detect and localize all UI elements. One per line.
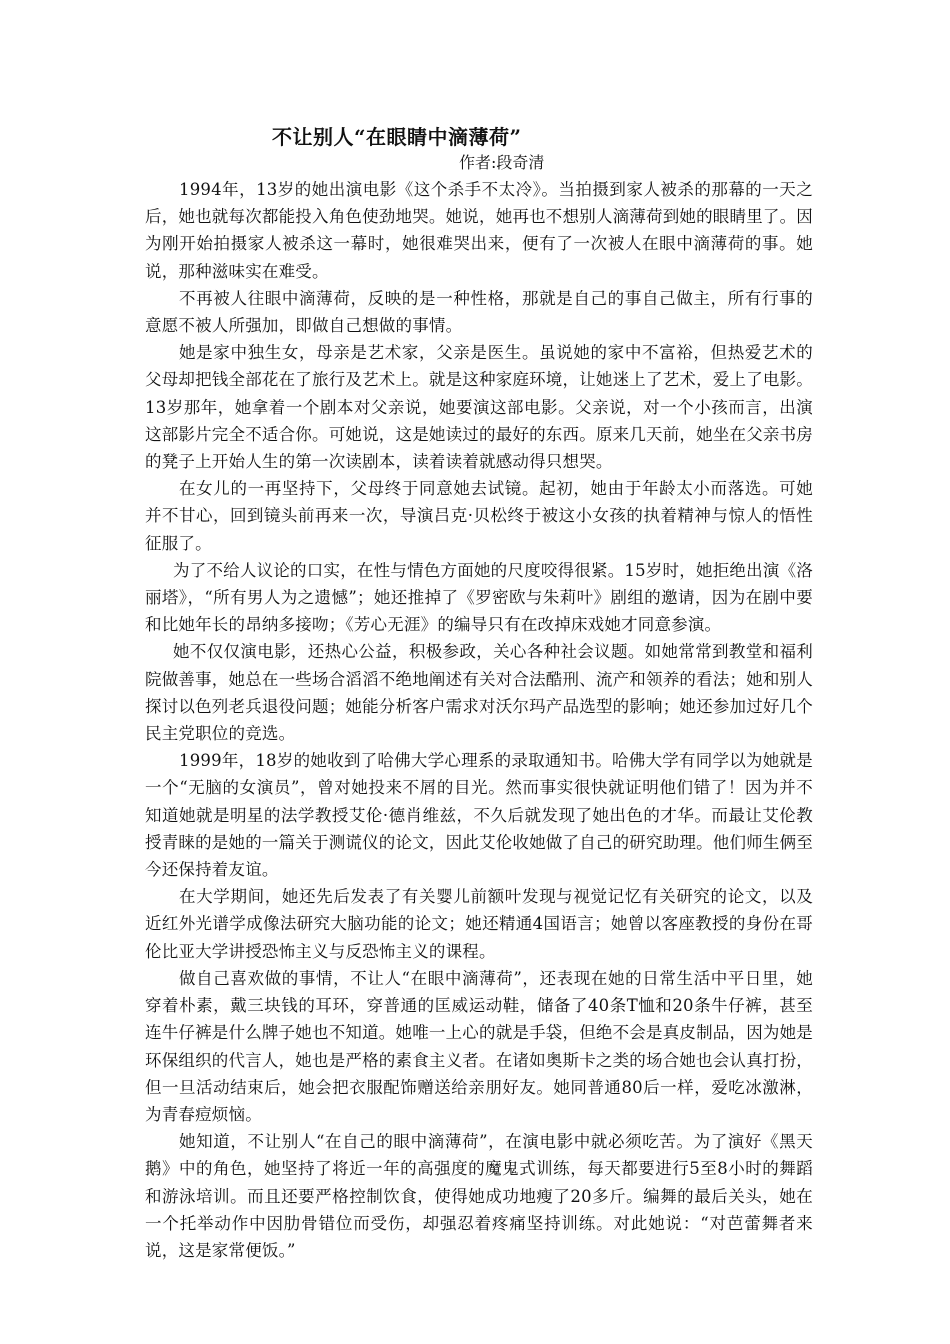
paragraph-3: 她是家中独生女，母亲是艺术家，父亲是医生。虽说她的家中不富裕，但热爱艺术的父母却把钱全部花在了旅行及艺术上。就是这种家庭环境，让她迷上了艺术，爱上了电影。13岁那年，她拿着一个剧本对父亲说，她要演这部电影。父亲说，对一个小孩而言，出演这部影片完全不适合你。可她说，这是她读过的最好的东西。原来几天前，她坐在父亲书房的凳子上开始人生的第一次读剧本，读着读着就感动得只想哭。 [145,343,813,472]
paragraph-5: 为了不给人议论的口实，在性与情色方面她的尺度咬得很紧。15岁时，她拒绝出演《洛丽塔》，“所有男人为之遗憾”；她还推掉了《罗密欧与朱莉叶》剧组的邀请，因为在剧中要和比她年长的昂纳多接吻；《芳心无涯》的编导只有在改掉床戏她才同意参演。 [145,560,813,635]
paragraph-2: 不再被人往眼中滴薄荷，反映的是一种性格，那就是自己的事自己做主，所有行事的意愿不被人所强加，即做自己想做的事情。 [145,288,813,336]
article-title: 不让别人“在眼睛中滴薄荷” [272,125,522,149]
paragraph-7: 1999年，18岁的她收到了哈佛大学心理系的录取通知书。哈佛大学有同学以为她就是一个“无脑的女演员”，曾对她投来不屑的目光。然而事实很快就证明他们错了！因为并不知道她就是明星的法学教授艾伦·德肖维兹，不久后就发现了她出色的才华。而最让艾伦教授青睐的是她的一篇关于测谎仪的论文，因此艾伦收她做了自己的研究助理。他们师生俩至今还保持着友谊。 [145,751,813,880]
paragraph-9: 做自己喜欢做的事情，不让人“在眼中滴薄荷”，还表现在她的日常生活中平日里，她穿着朴素，戴三块钱的耳环，穿普通的匡威运动鞋，储备了40条T恤和20条牛仔裤，甚至连牛仔裤是什么牌子她也不知道。她唯一上心的就是手袋，但绝不会是真皮制品，因为她是环保组织的代言人，她也是严格的素食主义者。在诸如奥斯卡之类的场合她也会认真打扮，但一旦活动结束后，她会把衣服配饰赠送给亲朋好友。她同普通80后一样，爱吃冰激淋，为青春痘烦恼。 [145,968,813,1124]
paragraph-1: 1994年，13岁的她出演电影《这个杀手不太冷》。当拍摄到家人被杀的那幕的一天之后，她也就每次都能投入角色使劲地哭。她说，她再也不想别人滴薄荷到她的眼睛里了。因为刚开始拍摄家人被杀这一幕时，她很难哭出来，便有了一次被人在眼中滴薄荷的事。她说，那种滋味实在难受。 [145,180,813,281]
article-author: 作者:段奇清 [459,153,545,172]
paragraph-8: 在大学期间，她还先后发表了有关婴儿前额叶发现与视觉记忆有关研究的论文，以及近红外光谱学成像法研究大脑功能的论文；她还精通4国语言；她曾以客座教授的身份在哥伦比亚大学讲授恐怖主义与反恐怖主义的课程。 [145,887,813,961]
article-body [145,176,813,1264]
paragraph-10: 她知道，不让别人“在自己的眼中滴薄荷”，在演电影中就必须吃苦。为了演好《黑天鹅》中的角色，她坚持了将近一年的高强度的魔鬼式训练，每天都要进行5至8小时的舞蹈和游泳培训。而且还要严格控制饮食，使得她成功地瘦了20多斤。编舞的最后关头，她在一个托举动作中因肋骨错位而受伤，却强忍着疼痛坚持训练。对此她说：“对芭蕾舞者来说，这是家常便饭。” [145,1132,813,1260]
paragraph-4: 在女儿的一再坚持下，父母终于同意她去试镜。起初，她由于年龄太小而落选。可她并不甘心，回到镜头前再来一次，导演吕克·贝松终于被这小女孩的执着精神与惊人的悟性征服了。 [145,479,813,553]
paragraph-6: 她不仅仅演电影，还热心公益，积极参政，关心各种社会议题。如她常常到教堂和福利院做善事，她总在一些场合滔滔不绝地阐述有关对合法酷刑、流产和领养的看法；她和别人探讨以色列老兵退役问题；她能分析客户需求对沃尔玛产品选型的影响；她还参加过好几个民主党职位的竞选。 [145,642,813,744]
